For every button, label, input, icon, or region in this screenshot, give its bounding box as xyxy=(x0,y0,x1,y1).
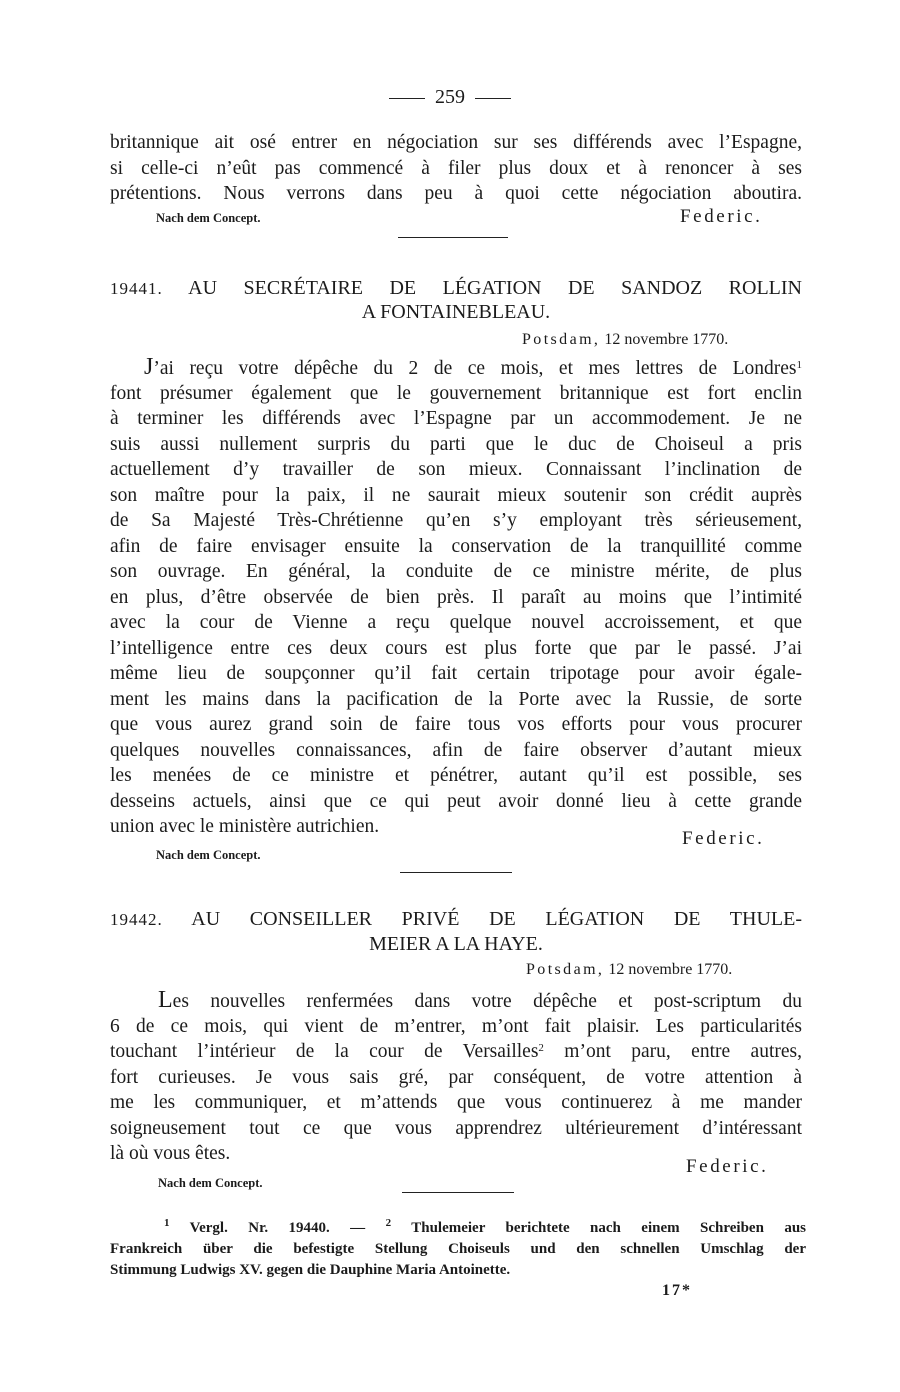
letter1-number: 19441. xyxy=(110,279,163,298)
letter1-line: l’intelligence entre ces deux cours est plus forte que par le passé. J’ai xyxy=(110,637,802,659)
footnote-1-text: Vergl. Nr. 19440. xyxy=(189,1220,330,1236)
letter1-heading-line2 xyxy=(110,300,802,325)
letter2-line: fort curieuses. Je vous sais gré, par conséquent, de votre attention à xyxy=(110,1066,802,1088)
letter1-signature: Federic. xyxy=(682,828,765,849)
footnote-line-1 xyxy=(110,1218,806,1239)
letter1-line: desseins actuels, ainsi que ce qui peut avoir donné lieu à cette grande xyxy=(110,790,802,812)
letter1-line: actuellement d’y travailler de son mieux. Connaissant l’inclination de xyxy=(110,459,802,480)
letter1-source-note: Nach dem Concept. xyxy=(156,848,261,862)
letter1-line: à terminer les différends avec l’Espagne par un accommodement. Je ne xyxy=(110,408,802,429)
letter1-dateline xyxy=(522,331,728,349)
letter2-title-line2: MEIER A LA HAYE. xyxy=(369,933,543,955)
letter1-date: 12 novembre 1770. xyxy=(604,331,729,348)
letter1-first-line: J’ai reçu votre dépêche du 2 de ce mois, et mes lettres de Londres$^1$ xyxy=(144,354,802,380)
letter1-line: que vous aurez grand soin de faire tous vos efforts pour vous procurer xyxy=(110,714,802,735)
letter2-footnote-ref: 2 xyxy=(538,1042,544,1054)
footnote-separator: — xyxy=(350,1220,366,1236)
letter1-line: suis aussi nullement surpris du parti que le duc de Choiseul a pris xyxy=(110,433,802,455)
footnote-1-mark: 1 xyxy=(164,1217,170,1229)
letter1-line: de Sa Majesté Très-Chrétienne qu’en s’y employant très sérieusement, xyxy=(110,510,802,531)
letter2-line: soigneusement tout ce que vous apprendrez ultérieurement d’intéressant xyxy=(110,1117,802,1139)
letter2-signature: Federic. xyxy=(686,1156,769,1177)
page-number-text: 259 xyxy=(435,86,465,108)
letter2-place: Potsdam, xyxy=(526,961,605,978)
footnote-2-mark: 2 xyxy=(385,1217,392,1229)
letter2-line: 6 de ce mois, qui vient de m’entrer, m’ont fait plaisir. Les particularités xyxy=(110,1015,802,1037)
footnote-line-2: Frankreich über die befestigte Stellung Choiseuls und den schnellen Umschlag der xyxy=(110,1241,806,1257)
letter2-line: là où vous êtes. xyxy=(110,1143,231,1164)
letter2-title-line1: AU CONSEILLER PRIVÉ DE LÉGATION DE THULE- xyxy=(191,908,802,930)
page-number-dash-right xyxy=(475,98,511,99)
letter2-heading-line1 xyxy=(110,907,802,932)
letter1-line: son ouvrage. En général, la conduite de ce ministre mérite, de plus xyxy=(110,561,802,582)
letter1-title-line2: A FONTAINEBLEAU. xyxy=(361,301,551,323)
opening-source-note: Nach dem Concept. xyxy=(156,211,261,225)
letter2-source-note: Nach dem Concept. xyxy=(158,1176,263,1190)
opening-line-2: si celle-ci n’eût pas commencé à filer plus doux et à renoncer à ses xyxy=(110,157,802,179)
section-divider-2 xyxy=(400,872,512,873)
signature-mark: 17* xyxy=(662,1282,692,1299)
opening-signature: Federic. xyxy=(680,206,763,227)
letter2-date: 12 novembre 1770. xyxy=(608,961,733,978)
letter1-line: ment les mains dans la pacification de la Porte avec la Russie, de sorte xyxy=(110,688,802,710)
page-number xyxy=(0,84,900,110)
footnote-2-text: Thulemeier berichtete nach einem Schreiben aus xyxy=(411,1220,806,1236)
letter1-place: Potsdam, xyxy=(522,331,601,348)
letter1-line: son maître pour la paix, il ne saurait mieux soutenir son crédit auprès xyxy=(110,484,802,506)
letter1-heading-line1 xyxy=(110,276,802,301)
letter1-line: en plus, d’être observée de bien près. Il paraît au moins que l’intimité xyxy=(110,586,802,608)
footnote-line-3: Stimmung Ludwigs XV. gegen die Dauphine Maria Antoinette. xyxy=(110,1262,511,1278)
letter1-line: union avec le ministère autrichien. xyxy=(110,816,380,837)
letter2-line: touchant l’intérieur de la cour de Versailles$^2$ m’ont paru, entre autres, xyxy=(110,1041,802,1062)
letter1-line: quelques nouvelles connaissances, afin de faire observer d’autant mieux xyxy=(110,739,802,761)
page-number-dash-left xyxy=(389,98,425,99)
letter1-line: les menées de ce ministre et pénétrer, autant qu’il est possible, ses xyxy=(110,765,802,786)
letter1-line: même lieu de soupçonner qu’il fait certain tripotage pour avoir égale- xyxy=(110,663,802,684)
letter1-line: afin de faire envisager ensuite la conservation de la tranquillité comme xyxy=(110,535,802,557)
section-divider-1 xyxy=(398,237,508,238)
letter2-first-line: Les nouvelles renfermées dans votre dépêche et post-scriptum du xyxy=(158,987,802,1013)
letter2-number: 19442. xyxy=(110,910,163,929)
letter1-initial: J xyxy=(144,354,154,380)
section-divider-3 xyxy=(402,1192,514,1193)
opening-line-3: prétentions. Nous verrons dans peu à quoi cette négociation aboutira. xyxy=(110,183,802,204)
opening-line-1: britannique ait osé entrer en négociation sur ses différends avec l’Espagne, xyxy=(110,132,802,153)
letter1-line: avec la cour de Vienne a reçu quelque nouvel accroissement, et que xyxy=(110,612,802,633)
letter2-dateline xyxy=(526,961,732,979)
letter1-footnote-ref: 1 xyxy=(796,359,802,371)
letter1-line: font présumer également que le gouvernement britannique est fort enclin xyxy=(110,382,802,404)
letter2-line: me les communiquer, et m’attends que vous continuerez à me mander xyxy=(110,1092,802,1113)
letter2-initial: L xyxy=(158,987,173,1013)
letter2-heading-line2 xyxy=(110,932,802,957)
letter1-title-line1: AU SECRÉTAIRE DE LÉGATION DE SANDOZ ROLLIN xyxy=(188,277,802,299)
